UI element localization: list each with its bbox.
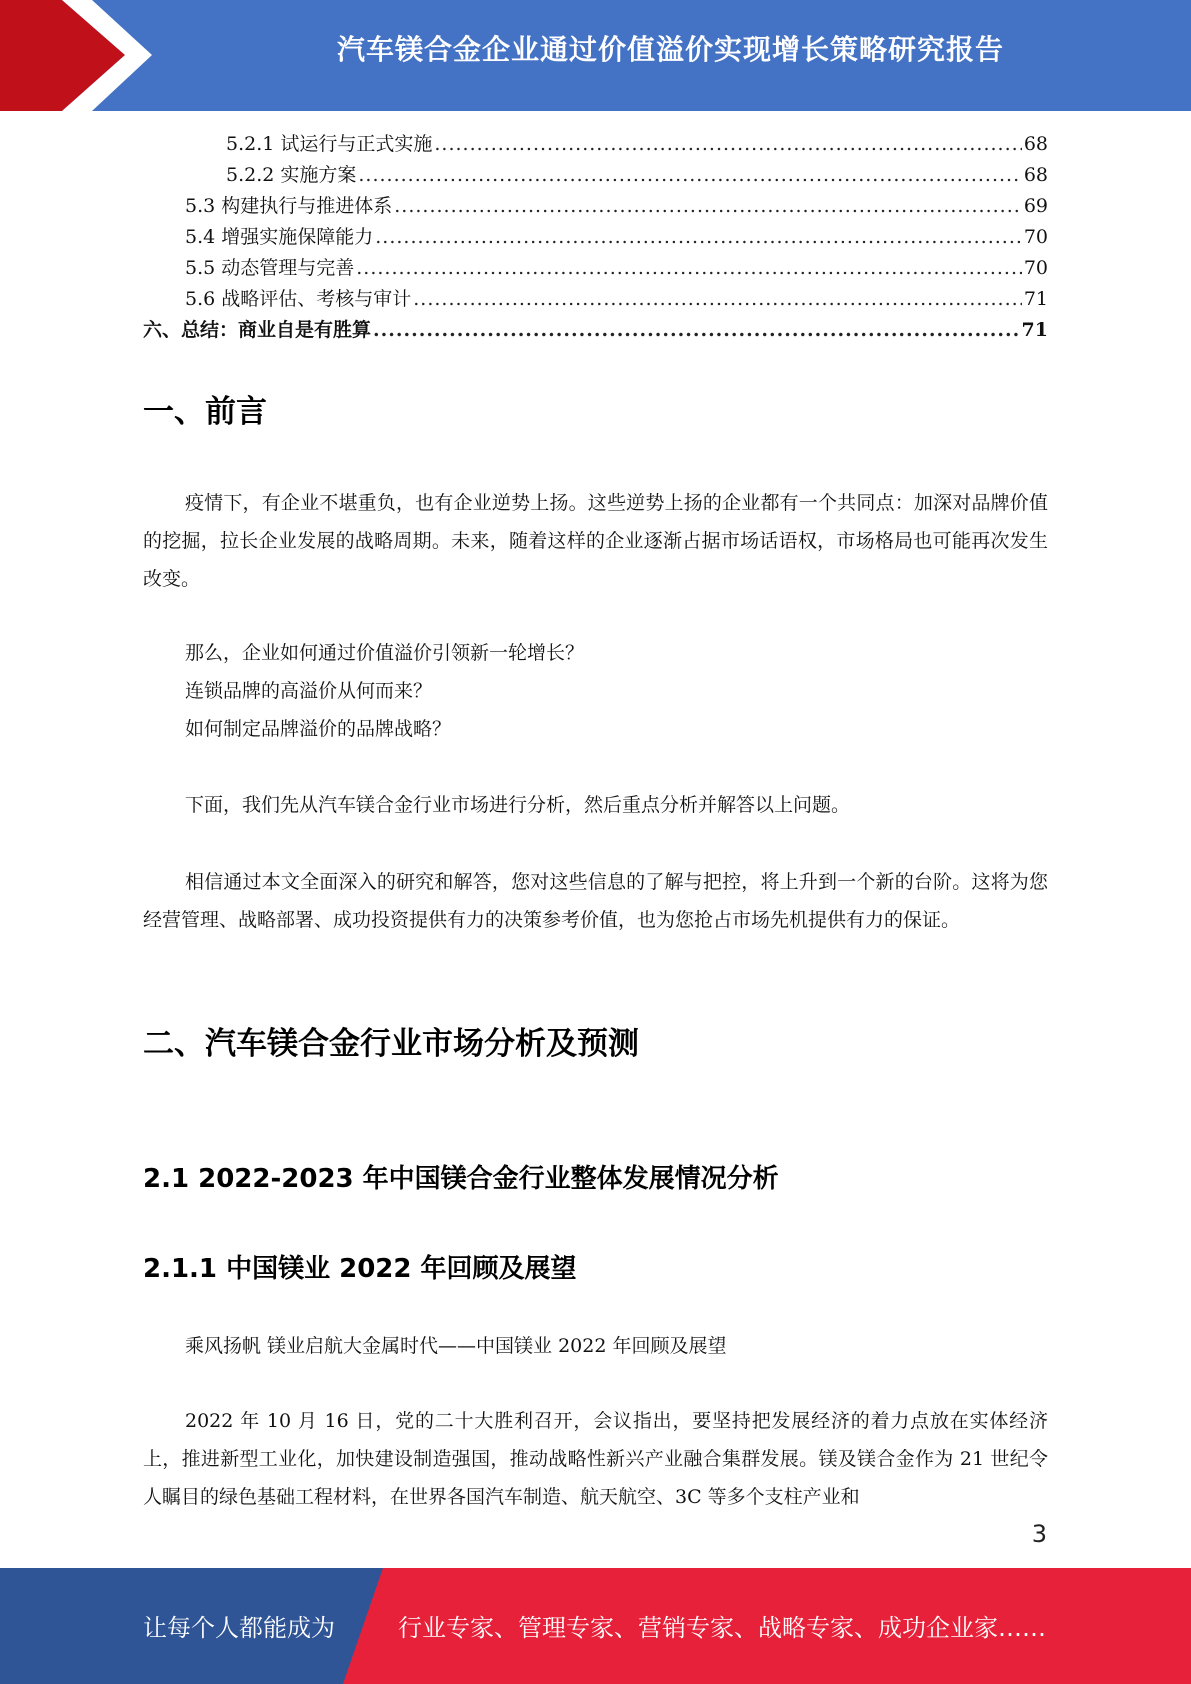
- toc-entry-label: 六、总结：商业自是有胜算: [143, 319, 372, 341]
- header-arrow-graphic: [0, 0, 160, 111]
- footer-slogan-left: 让每个人都能成为: [143, 1614, 335, 1642]
- toc-entry-label: 5.2.1 试运行与正式实施: [226, 133, 433, 155]
- toc-leader-dots: [356, 253, 1022, 284]
- question-line: 如何制定品牌溢价的品牌战略？: [185, 718, 452, 740]
- toc-entry-page: 70: [1023, 226, 1048, 248]
- toc-leader-dots: [434, 129, 1021, 160]
- toc-entry-page: 68: [1023, 164, 1048, 186]
- paragraph: 疫情下，有企业不堪重负，也有企业逆势上扬。这些逆势上扬的企业都有一个共同点：加深对品牌价值的挖掘，拉长企业发展的战略周期。未来，随着这样的企业逐渐占据市场话语权，市场格局也可能再次发生改变。: [143, 492, 1048, 590]
- toc-entry-label: 5.2.2 实施方案: [226, 164, 357, 186]
- question-line: 那么，企业如何通过价值溢价引领新一轮增长？: [185, 642, 585, 664]
- toc-leader-dots: [394, 191, 1022, 222]
- toc-leader-dots: [413, 284, 1022, 315]
- section-heading-preface: 一、前言: [143, 394, 267, 430]
- page-number: 3: [1031, 1520, 1047, 1548]
- paragraph: 乘风扬帆 镁业启航大金属时代——中国镁业 2022 年回顾及展望: [185, 1335, 727, 1357]
- toc-entry-page: 71: [1023, 288, 1048, 310]
- section-heading-market-analysis: 二、汽车镁合金行业市场分析及预测: [143, 1026, 639, 1062]
- paragraph: 下面，我们先从汽车镁合金行业市场进行分析，然后重点分析并解答以上问题。: [185, 794, 851, 816]
- toc-entry[interactable]: [143, 284, 1048, 315]
- paragraph: 2022 年 10 月 16 日，党的二十大胜利召开，会议指出，要坚持把发展经济的着力点放在实体经济上，推进新型工业化，加快建设制造强国，推动战略性新兴产业融合集群发展。镁及镁合金作为 21 世纪令人瞩目的绿色基础工程材料，在世界各国汽车制造、航天航空、3C 等多个支柱产业和: [143, 1410, 1048, 1508]
- toc-entry-page: 70: [1023, 257, 1048, 279]
- toc-entry-label: 5.4 增强实施保障能力: [185, 226, 374, 248]
- footer-slogan-right: 行业专家、管理专家、营销专家、战略专家、成功企业家……: [398, 1614, 1046, 1642]
- page-header: [0, 0, 1191, 111]
- toc-entry-label: 5.3 构建执行与推进体系: [185, 195, 393, 217]
- toc-entry[interactable]: [143, 160, 1048, 191]
- toc-entry-page: 69: [1023, 195, 1048, 217]
- subsection-heading: 2.1 2022-2023 年中国镁合金行业整体发展情况分析: [143, 1164, 779, 1194]
- toc-entry[interactable]: [143, 129, 1048, 160]
- toc-leader-dots: [373, 315, 1020, 346]
- report-title: 汽车镁合金企业通过价值溢价实现增长策略研究报告: [336, 33, 1004, 66]
- table-of-contents: [143, 129, 1048, 346]
- toc-entry-label: 5.6 战略评估、考核与审计: [185, 288, 412, 310]
- toc-entry[interactable]: [143, 315, 1048, 346]
- toc-entry-page: 71: [1021, 319, 1048, 341]
- toc-entry[interactable]: [143, 222, 1048, 253]
- toc-entry[interactable]: [143, 253, 1048, 284]
- toc-entry-page: 68: [1023, 133, 1048, 155]
- toc-entry[interactable]: [143, 191, 1048, 222]
- toc-leader-dots: [375, 222, 1022, 253]
- page-footer: [0, 1568, 1191, 1684]
- toc-leader-dots: [358, 160, 1021, 191]
- paragraph: 相信通过本文全面深入的研究和解答，您对这些信息的了解与把控，将上升到一个新的台阶。这将为您经营管理、战略部署、成功投资提供有力的决策参考价值，也为您抢占市场先机提供有力的保证。: [143, 871, 1048, 931]
- subsection-heading: 2.1.1 中国镁业 2022 年回顾及展望: [143, 1254, 577, 1284]
- toc-entry-label: 5.5 动态管理与完善: [185, 257, 355, 279]
- question-line: 连锁品牌的高溢价从何而来？: [185, 680, 433, 702]
